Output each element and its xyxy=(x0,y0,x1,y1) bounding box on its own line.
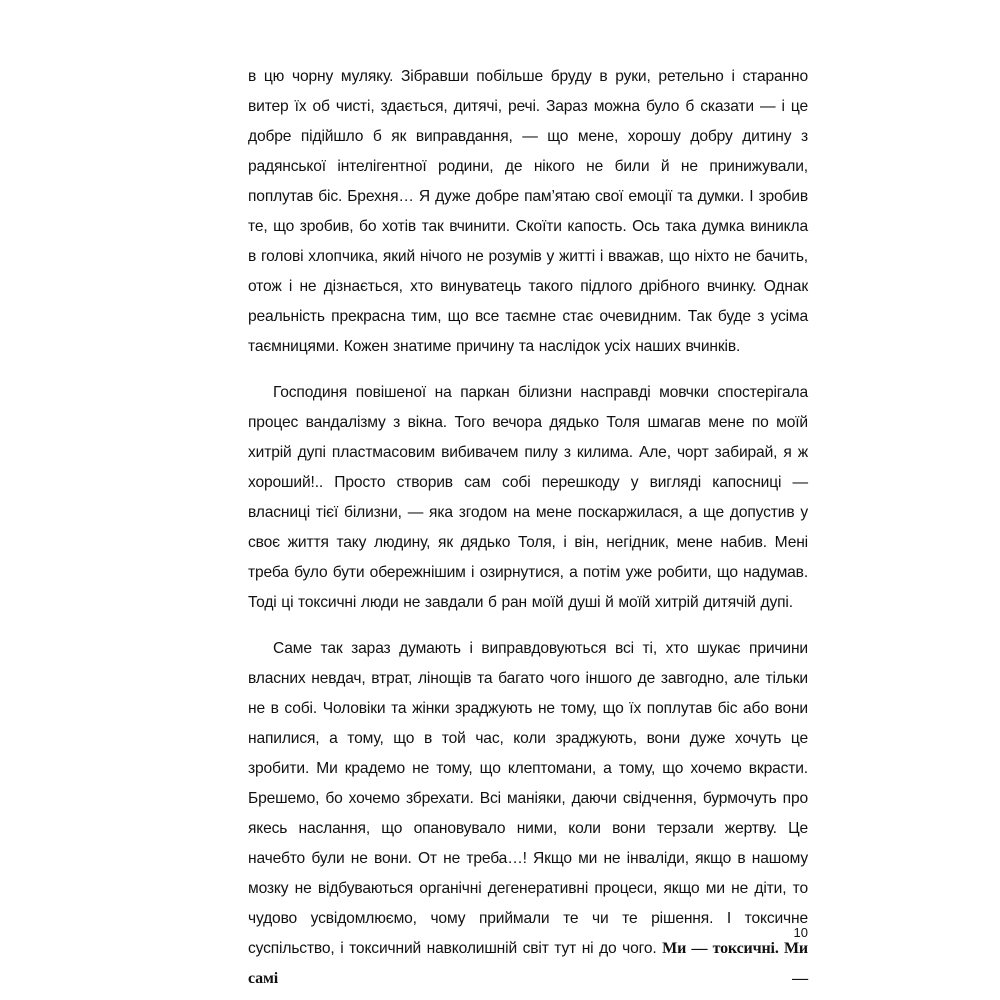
document-page xyxy=(248,62,808,994)
paragraph-3 xyxy=(248,634,808,994)
paragraph-2: Господиня повішеної на паркан білизни насправді мовчки спостерігала процес вандалізму з вікна. Того вечора дядько Толя шмагав мене по моїй хитрій дупі пластмасовим вибивачем пилу з килима. Але, чорт забирай, я ж хороший!.. Просто створив сам собі перешкоду у вигляді капосниці — власниці тієї білизни, — яка згодом на мене поскаржилася, а ще допустив у своє життя таку людину, як дядько Толя, і він, негідник, мене набив. Мені треба було бути обережнішим і озирнутися, а потім уже робити, що надумав. Тоді ці токсичні люди не завдали б ран моїй душі й моїй хитрій дитячій дупі. xyxy=(248,384,808,611)
paragraph-1: в цю чорну муляку. Зібравши побільше бруду в руки, ретельно і старанно витер їх об чисті, здається, дитячі, речі. Зараз можна було б сказати — і це добре підійшло б як виправдання, — що мене, хорошу добру дитину з радянської інтелігентної родини, де нікого не били й не принижували, поплутав біс. Брехня… Я дуже добре пам’ятаю свої емоції та думки. І зробив те, що зробив, бо хотів так вчинити. Скоїти капость. Ось така думка виникла в голові хлопчика, який нічого не розумів у житті і вважав, що ніхто не бачить, отож і не дізнається, хто винуватець такого підлого дрібного вчинку. Однак реальність прекрасна тим, що все таємне стає очевидним. Так буде з усіма таємницями. Кожен знатиме причину та наслідок усіх наших вчинків. xyxy=(248,68,808,355)
paragraph-3-text: Саме так зараз думають і виправдовуються всі ті, хто шукає причини власних невдач, втрат, лінощів та багато чого іншого де завгодно, але тільки не в собі. Чоловіки та жінки зраджують не тому, що їх поплутав біс або вони напилися, а тому, що в той час, коли зраджують, вони дуже хочуть це зробити. Ми крадемо не тому, що клептомани, а тому, що хочемо вкрасти. Брешемо, бо хочемо збрехати. Всі маніяки, даючи свідчення, бурмочуть про якесь наслання, що опановувало ними, коли вони терзали жертву. Це начебто були не вони. От не треба…! Якщо ми не інваліди, якщо в нашому мозку не відбуваються органічні дегенеративні процеси, якщо ми не діти, то чудово усвідомлюємо, чому приймали те чи те рішення. І токсичне суспільство, і токсичний навколишній світ тут ні до чого. xyxy=(248,640,808,957)
paragraph-3-bold-tail: Ми — токсичні. Ми самі — xyxy=(248,940,808,987)
page-number: 10 xyxy=(793,925,808,940)
